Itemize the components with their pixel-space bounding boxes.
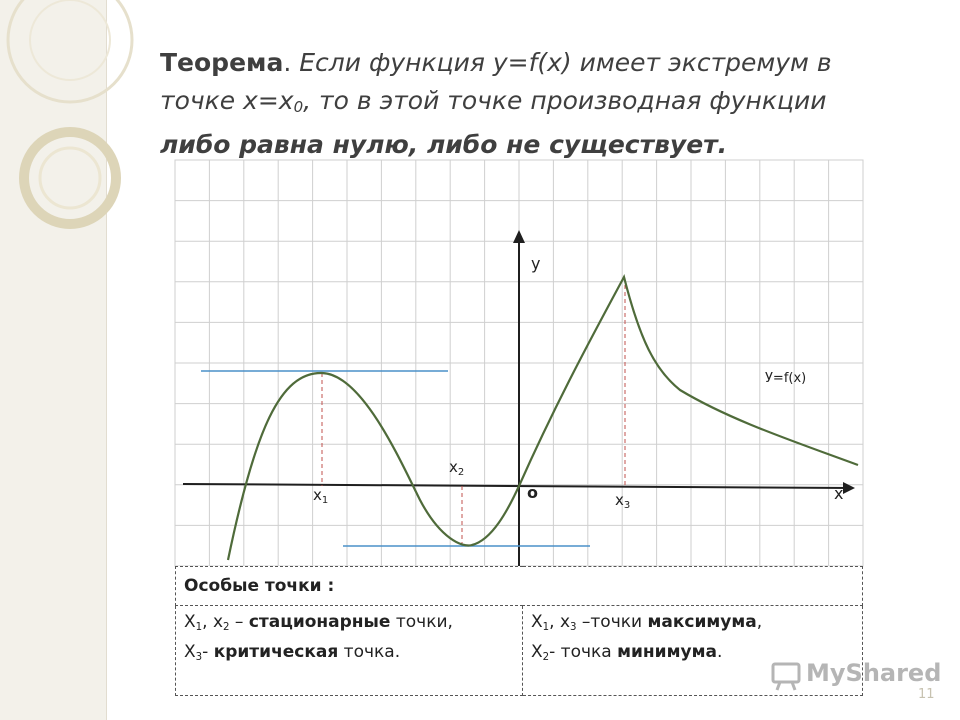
x2-label: [449, 458, 464, 478]
x-axis-label: х: [834, 484, 844, 503]
watermark: [770, 657, 942, 693]
x3-label: [615, 491, 630, 511]
y-axis-arrow: [513, 230, 525, 243]
text-part: Х: [184, 612, 196, 632]
watermark-text: MyShared: [806, 659, 942, 687]
text-part: ,: [756, 612, 763, 632]
y-axis-label: у: [531, 254, 541, 273]
stationary-critical-cell: [176, 606, 523, 696]
slide-number: 11: [918, 687, 935, 702]
text-part: , х: [202, 612, 224, 632]
x2-base: х: [449, 458, 458, 476]
table-row: [176, 606, 863, 696]
text-part: –: [229, 612, 249, 632]
subscript: 2: [542, 652, 550, 663]
text-part: –точки: [576, 612, 648, 632]
x1-base: х: [313, 486, 322, 504]
x3-sub: 3: [623, 500, 631, 511]
subscript: 1: [542, 622, 550, 633]
text-part: точки,: [390, 612, 453, 632]
title-end: .: [717, 130, 728, 159]
text-part: Х: [184, 642, 196, 662]
text-part: - точка: [549, 642, 618, 662]
subscript: 1: [195, 622, 203, 633]
function-label: У=f(х): [765, 371, 807, 386]
presentation-board-icon: [770, 659, 802, 691]
theorem-emphasis: либо равна нулю, либо не существует: [160, 130, 718, 159]
theorem-word: Теорема: [160, 48, 284, 77]
statement-part-1: Если функция у=f(х) имеет экстремум в точке х=х: [160, 48, 832, 115]
maximum-term: максимума: [647, 612, 757, 632]
origin-label: о: [527, 483, 538, 502]
x-axis-arrow: [843, 482, 855, 494]
x3-base: х: [615, 491, 624, 509]
subscript: 3: [570, 622, 577, 633]
stationary-line: [184, 610, 514, 640]
text-part: Х: [531, 642, 543, 662]
statement-subscript: 0: [293, 98, 304, 116]
minimum-term: минимума: [617, 642, 717, 662]
table-header: [176, 567, 863, 606]
text-part: , х: [549, 612, 571, 632]
text-part: Х: [531, 612, 543, 632]
maximum-line: [531, 610, 854, 640]
x2-sub: 2: [457, 467, 465, 478]
title-separator: .: [283, 48, 300, 77]
x1-sub: 1: [321, 495, 329, 506]
critical-term: критическая: [213, 642, 339, 662]
subscript: 2: [223, 622, 230, 633]
x1-label: [313, 486, 328, 506]
table-header-text: Особые точки :: [184, 575, 335, 596]
text-part: точка.: [338, 642, 401, 662]
text-part: .: [716, 642, 723, 662]
subscript: 3: [195, 652, 203, 663]
statement-part-2: , то в этой точке производная функции: [303, 86, 827, 115]
stationary-term: стационарные: [248, 612, 391, 632]
text-part: -: [202, 642, 214, 662]
special-points-table: [175, 566, 863, 696]
critical-line: [184, 640, 514, 670]
table-header-row: [176, 567, 863, 606]
